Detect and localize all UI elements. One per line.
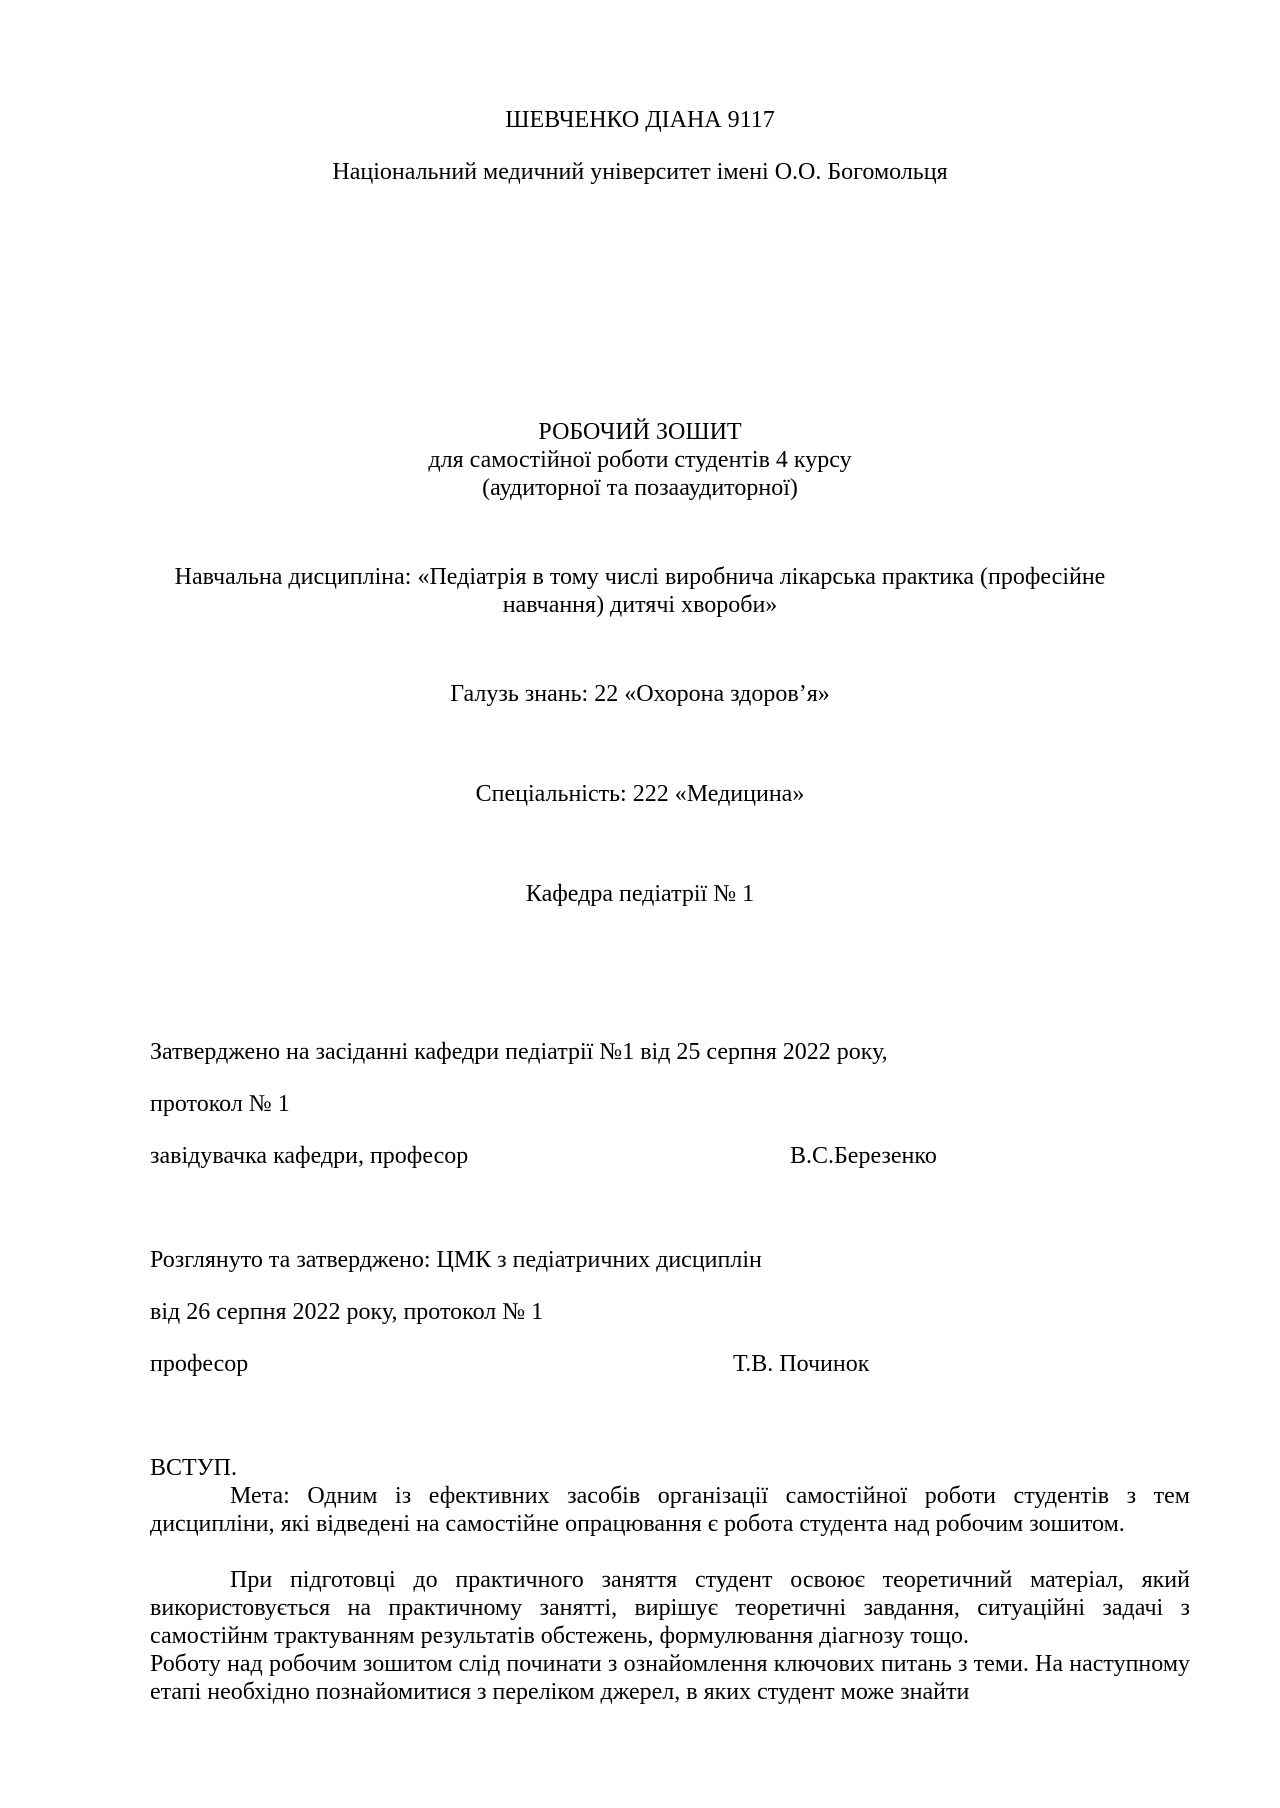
intro-heading: ВСТУП. [150, 1455, 237, 1481]
discipline-line-2: навчання) дитячі хвороби» [502, 592, 778, 618]
review-line: Розглянуто та затверджено: ЦМК з педіатричних дисциплін [150, 1247, 762, 1273]
approval-protocol: протокол № 1 [150, 1091, 290, 1117]
field-of-knowledge: Галузь знань: 22 «Охорона здоров’я» [450, 681, 830, 707]
review-date-protocol: від 26 серпня 2022 року, протокол № 1 [150, 1299, 544, 1325]
intro-paragraph-3: Роботу над робочим зошитом слід починати з ознайомлення ключових питань з теми. На наступному етапі необхідно познайомитися з переліком джерел, в яких студент може знайти [150, 1651, 1190, 1705]
discipline-line-1: Навчальна дисципліна: «Педіатрія в тому числі виробнича лікарська практика (професійне [174, 564, 1106, 590]
intro-paragraph-2: При підготовці до практичного заняття студент освоює теоретичний матеріал, який використовується на практичному занятті, вирішує теоретичні завдання, ситуаційні задачі з самостійнм трактуванням результатів обстежень, формулювання діагнозу тощо. [150, 1567, 1190, 1649]
approval-line: Затверджено на засіданні кафедри педіатрії №1 від 25 серпня 2022 року, [150, 1039, 888, 1065]
author-line: ШЕВЧЕНКО ДІАНА 9117 [505, 107, 775, 133]
approval-role: завідувачка кафедри, професор [150, 1143, 469, 1169]
department: Кафедра педіатрії № 1 [525, 881, 755, 907]
intro-paragraph-1: Мета: Одним із ефективних засобів організації самостійної роботи студентів з тем дисципліни, які відведені на самостійне опрацювання є робота студента над робочим зошитом. [150, 1483, 1190, 1537]
document-subtitle: для самостійної роботи студентів 4 курсу [428, 447, 852, 473]
approval-signatory: В.С.Березенко [790, 1143, 937, 1169]
document-title: РОБОЧИЙ ЗОШИТ [538, 419, 742, 445]
review-signatory: Т.В. Починок [733, 1351, 870, 1377]
specialty: Спеціальність: 222 «Медицина» [475, 781, 805, 807]
review-role: професор [150, 1351, 249, 1377]
university-name: Національний медичний університет імені О.О. Богомольця [332, 159, 948, 185]
document-subtitle-2: (аудиторної та позааудиторної) [482, 475, 798, 501]
